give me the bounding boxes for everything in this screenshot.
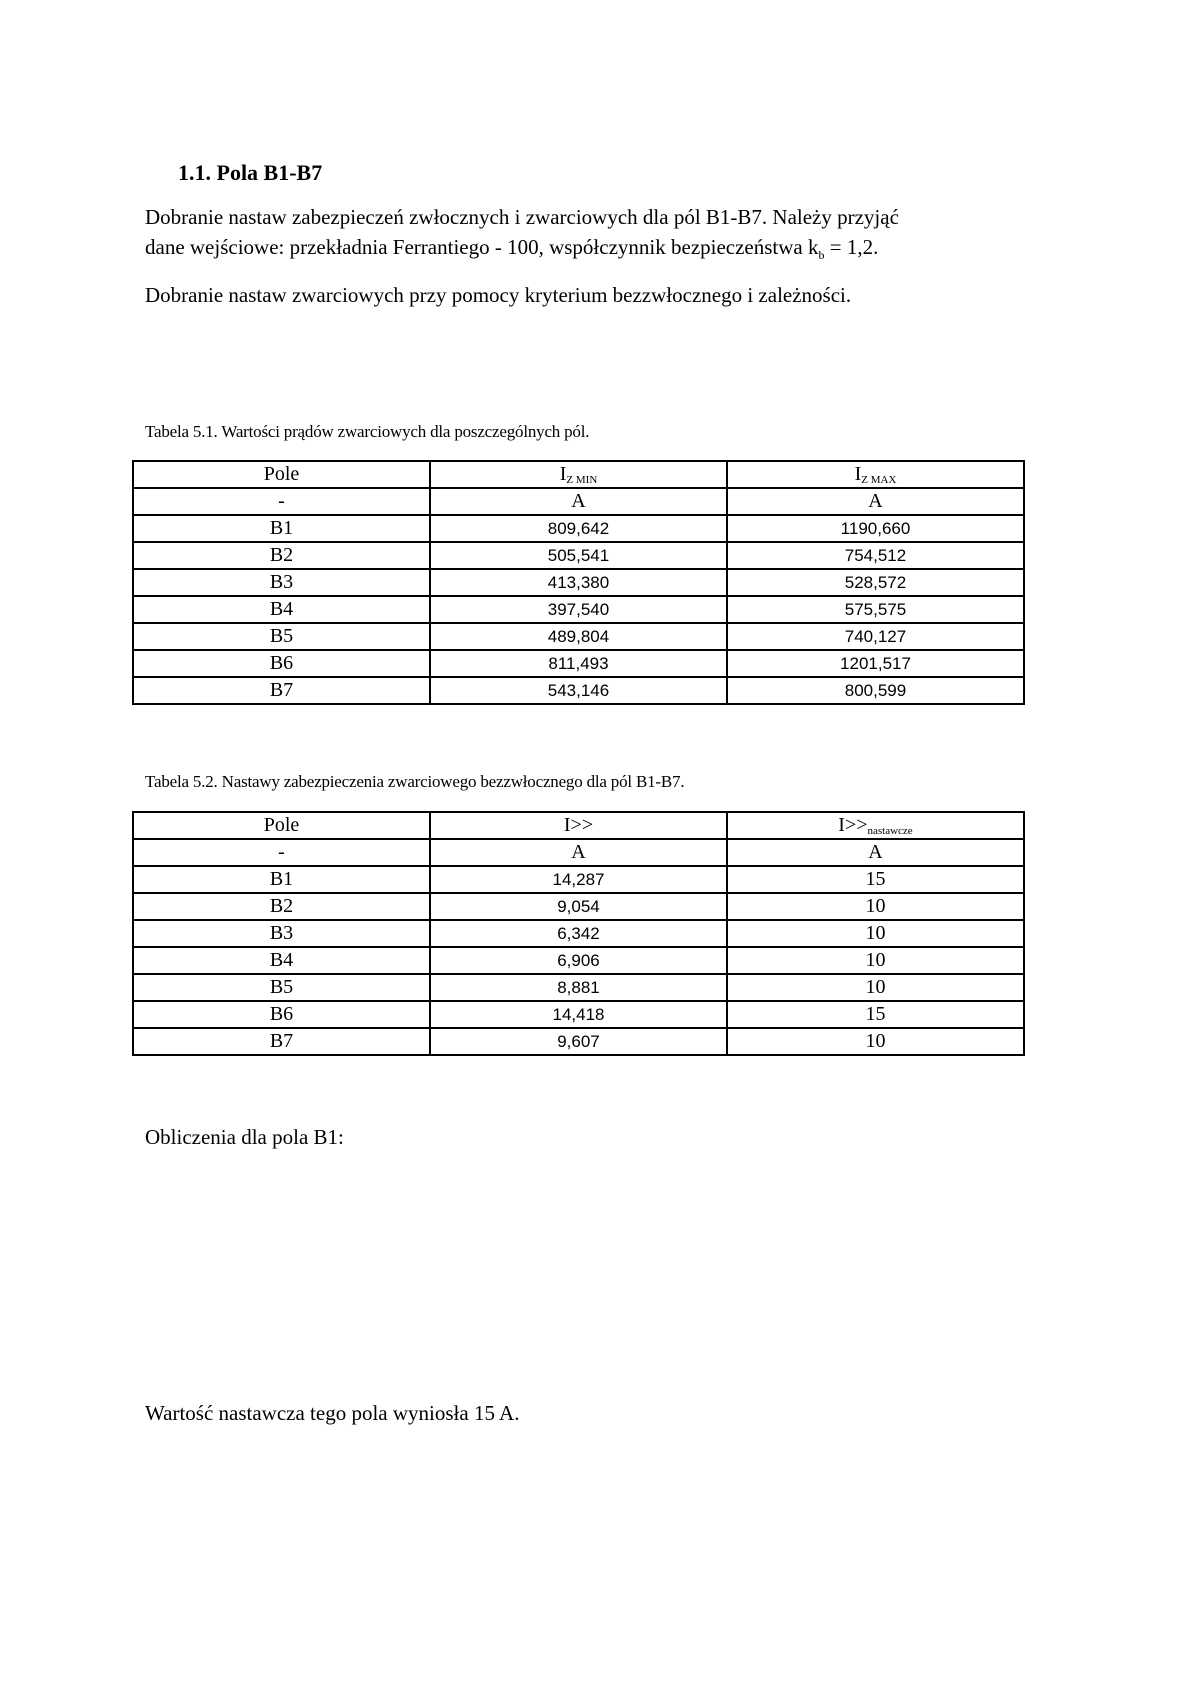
table-row <box>133 866 1024 893</box>
iz-min-cell: 809,642 <box>430 515 727 542</box>
header-iz-max-symbol: I <box>854 463 862 485</box>
i-instant-cell: 6,342 <box>430 920 727 947</box>
pole-cell: B6 <box>133 1001 430 1028</box>
i-instant-cell: 9,607 <box>430 1028 727 1055</box>
unit-pole: - <box>133 488 430 515</box>
pole-cell: B4 <box>133 947 430 974</box>
header-iz-min <box>430 461 727 488</box>
intro-line-2-start: dane wejściowe: przekładnia Ferrantiego - 100, współczynnik bezpieczeństwa k <box>145 235 819 259</box>
header-i-setting-subscript: nastawcze <box>867 825 913 837</box>
header-i-setting <box>727 812 1024 839</box>
table-units-row <box>133 488 1024 515</box>
pole-cell: B7 <box>133 677 430 704</box>
table-header-row <box>133 461 1024 488</box>
iz-max-cell: 1201,517 <box>727 650 1024 677</box>
pole-cell: B1 <box>133 866 430 893</box>
iz-min-cell: 543,146 <box>430 677 727 704</box>
intro-line-2-end: = 1,2. <box>824 235 879 259</box>
pole-cell: B5 <box>133 974 430 1001</box>
table-row <box>133 677 1024 704</box>
i-setting-cell: 10 <box>727 893 1024 920</box>
header-iz-max-subscript: Z MAX <box>861 474 897 486</box>
iz-min-cell: 811,493 <box>430 650 727 677</box>
short-circuit-currents-table <box>132 460 1025 705</box>
header-iz-min-subscript: Z MIN <box>566 474 598 486</box>
table-row <box>133 1028 1024 1055</box>
intro-paragraph <box>145 202 1031 270</box>
i-setting-cell: 10 <box>727 947 1024 974</box>
unit-iz-min: A <box>430 488 727 515</box>
unit-pole: - <box>133 839 430 866</box>
table-row <box>133 596 1024 623</box>
unit-i-setting: A <box>727 839 1024 866</box>
header-iz-min-symbol: I <box>559 463 567 485</box>
table-row <box>133 920 1024 947</box>
i-instant-cell: 14,287 <box>430 866 727 893</box>
pole-cell: B3 <box>133 920 430 947</box>
i-instant-cell: 8,881 <box>430 974 727 1001</box>
table-row <box>133 623 1024 650</box>
intro-paragraph-2: Dobranie nastaw zwarciowych przy pomocy kryterium bezzwłocznego i zależności. <box>145 283 852 307</box>
calculation-label: Obliczenia dla pola B1: <box>145 1125 344 1149</box>
header-pole: Pole <box>133 812 430 839</box>
header-pole: Pole <box>133 461 430 488</box>
i-setting-cell: 10 <box>727 1028 1024 1055</box>
table-row <box>133 515 1024 542</box>
pole-cell: B2 <box>133 893 430 920</box>
intro-line-1: Dobranie nastaw zabezpieczeń zwłocznych i zwarciowych dla pól B1-B7. Należy przyjąć <box>145 205 899 229</box>
i-instant-cell: 14,418 <box>430 1001 727 1028</box>
pole-cell: B7 <box>133 1028 430 1055</box>
iz-max-cell: 1190,660 <box>727 515 1024 542</box>
table-units-row <box>133 839 1024 866</box>
table-row <box>133 893 1024 920</box>
pole-cell: B4 <box>133 596 430 623</box>
i-setting-cell: 15 <box>727 1001 1024 1028</box>
table-row <box>133 947 1024 974</box>
i-instant-cell: 9,054 <box>430 893 727 920</box>
unit-iz-max: A <box>727 488 1024 515</box>
table1-caption: Tabela 5.1. Wartości prądów zwarciowych dla poszczególnych pól. <box>145 422 590 441</box>
pole-cell: B3 <box>133 569 430 596</box>
header-iz-max <box>727 461 1024 488</box>
header-i-instant: I>> <box>430 812 727 839</box>
table-header-row <box>133 812 1024 839</box>
kb-subscript: b <box>818 248 825 263</box>
pole-cell: B1 <box>133 515 430 542</box>
i-instant-cell: 6,906 <box>430 947 727 974</box>
i-setting-cell: 10 <box>727 974 1024 1001</box>
pole-cell: B5 <box>133 623 430 650</box>
iz-min-cell: 505,541 <box>430 542 727 569</box>
instant-protection-settings-table <box>132 811 1025 1056</box>
header-i-setting-symbol: I>> <box>838 814 868 836</box>
table-row <box>133 1001 1024 1028</box>
unit-i-instant: A <box>430 839 727 866</box>
i-setting-cell: 15 <box>727 866 1024 893</box>
section-heading: 1.1. Pola B1-B7 <box>178 160 323 185</box>
iz-max-cell: 754,512 <box>727 542 1024 569</box>
pole-cell: B6 <box>133 650 430 677</box>
table-row <box>133 569 1024 596</box>
table2-caption: Tabela 5.2. Nastawy zabezpieczenia zwarciowego bezzwłocznego dla pól B1-B7. <box>145 772 685 791</box>
table-row <box>133 650 1024 677</box>
iz-max-cell: 528,572 <box>727 569 1024 596</box>
iz-max-cell: 800,599 <box>727 677 1024 704</box>
calculation-result: Wartość nastawcza tego pola wyniosła 15 A. <box>145 1401 520 1425</box>
iz-max-cell: 740,127 <box>727 623 1024 650</box>
iz-min-cell: 413,380 <box>430 569 727 596</box>
iz-min-cell: 397,540 <box>430 596 727 623</box>
i-setting-cell: 10 <box>727 920 1024 947</box>
pole-cell: B2 <box>133 542 430 569</box>
iz-min-cell: 489,804 <box>430 623 727 650</box>
table-row <box>133 542 1024 569</box>
table-row <box>133 974 1024 1001</box>
iz-max-cell: 575,575 <box>727 596 1024 623</box>
